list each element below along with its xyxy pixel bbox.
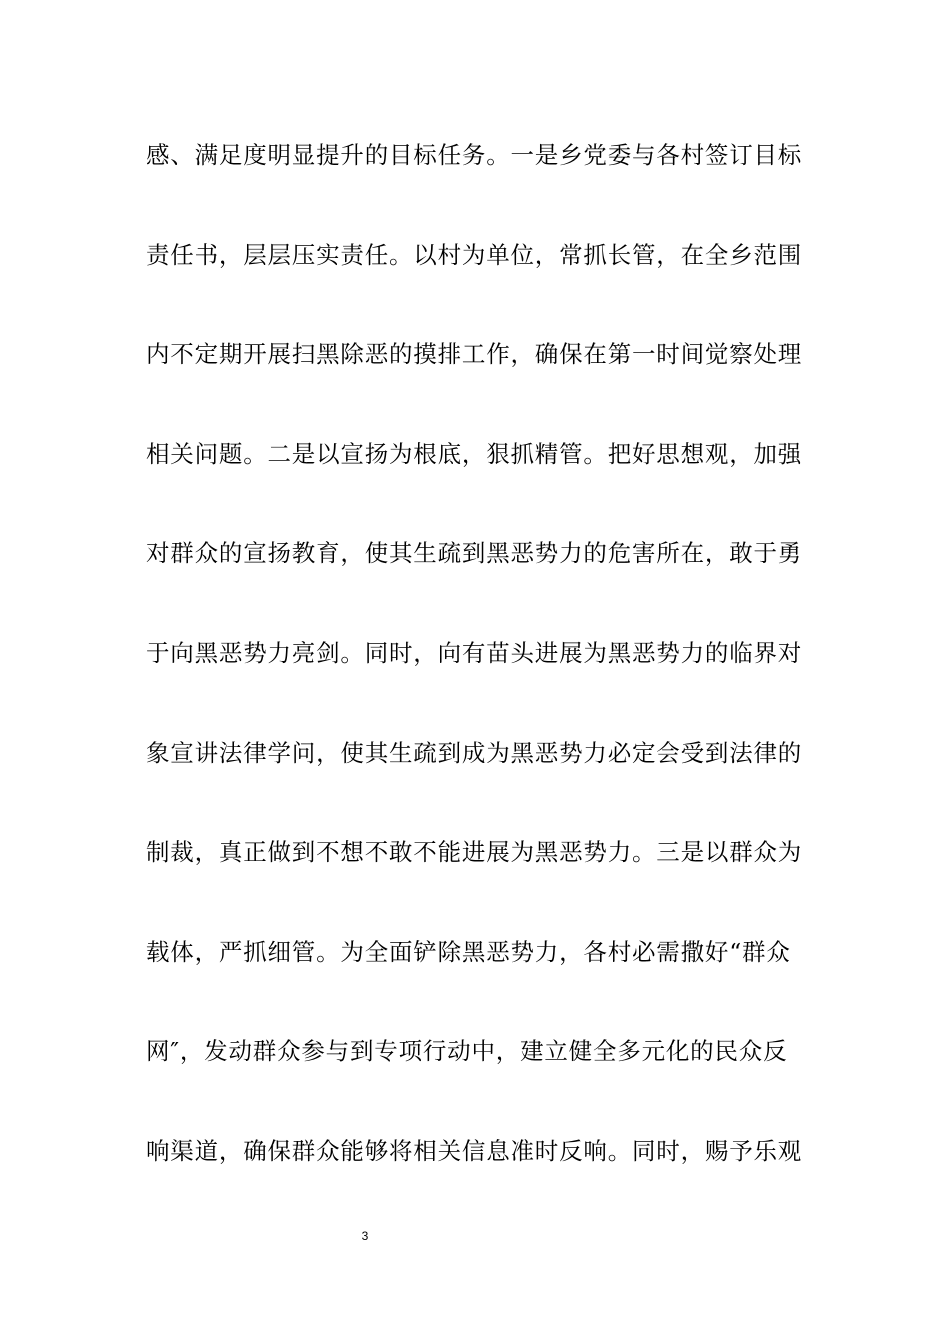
- text-line: 响渠道，确保群众能够将相关信息准时反响。同时，赐予乐观: [146, 1136, 803, 1165]
- text-line: 对群众的宣扬教育，使其生疏到黑恶势力的危害所在，敢于勇: [146, 539, 803, 568]
- body-text: [146, 131, 826, 1227]
- text-line: 制裁，真正做到不想不敢不能进展为黑恶势力。三是以群众为: [146, 838, 803, 867]
- text-line: 感、满足度明显提升的目标任务。一是乡党委与各村签订目标: [146, 141, 803, 169]
- text-line: 载体，严抓细管。为全面铲除黑恶势力，各村必需撒好“群众: [146, 937, 791, 966]
- text-line: 象宣讲法律学问，使其生疏到成为黑恶势力必定会受到法律的: [146, 738, 803, 767]
- text-line: 责任书，层层压实责任。以村为单位，常抓长管，在全乡范围: [146, 240, 803, 269]
- text-line: 于向黑恶势力亮剑。同时，向有苗头进展为黑恶势力的临界对: [146, 638, 803, 667]
- text-line: 相关问题。二是以宣扬为根底，狠抓精管。把好思想观，加强: [146, 439, 803, 468]
- text-line: 内不定期开展扫黑除恶的摸排工作，确保在第一时间觉察处理: [146, 340, 803, 369]
- page-number: 3: [361, 1229, 369, 1243]
- text-line: 网″，发动群众参与到专项行动中，建立健全多元化的民众反: [146, 1037, 788, 1066]
